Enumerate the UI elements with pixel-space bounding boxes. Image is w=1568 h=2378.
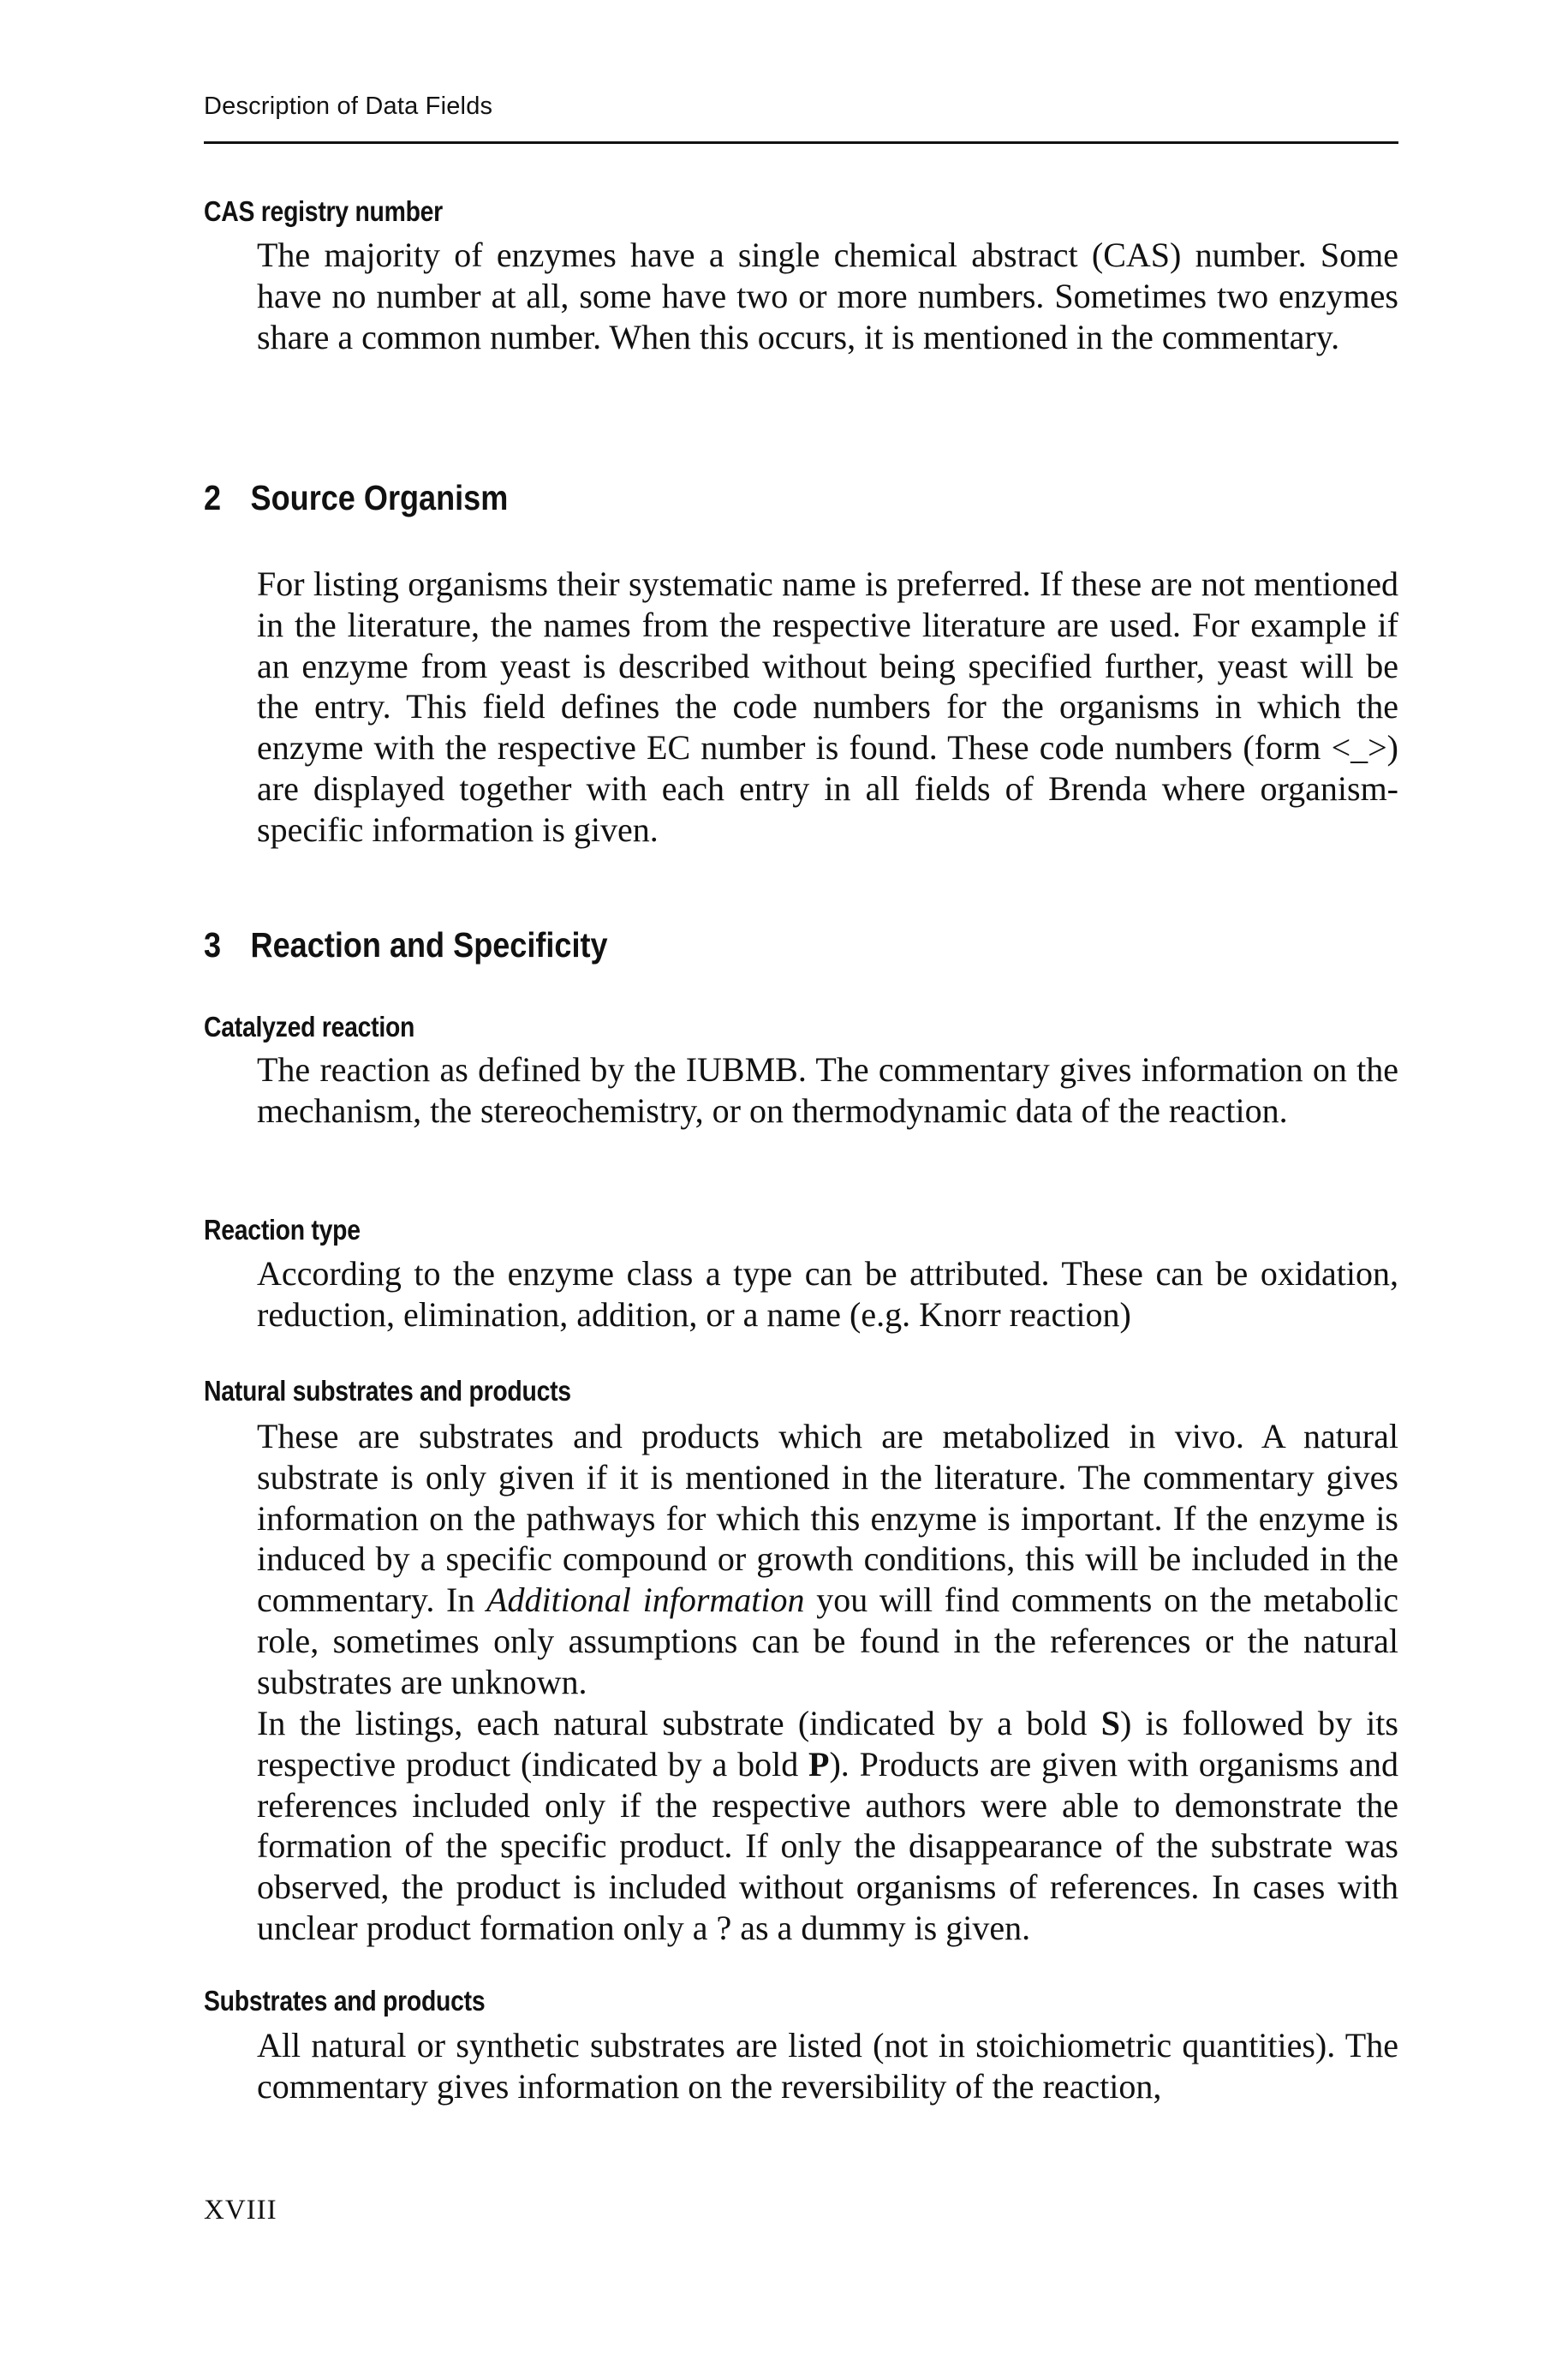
italic-term: Additional information bbox=[486, 1580, 805, 1620]
catalyzed-reaction-heading: Catalyzed reaction bbox=[204, 1011, 415, 1043]
text-run: ) is followed by its respective product (indicated by a bold bbox=[257, 1704, 1398, 1784]
substrates-products-text: All natural or synthetic substrates are listed (not in stoichiometric quantities). The commentary gives information on the reversibility of the reaction, bbox=[257, 2026, 1398, 2106]
text-run: In the listings, each natural substrate (indicated by a bold bbox=[257, 1704, 1101, 1742]
source-organism-heading bbox=[204, 478, 508, 518]
catalyzed-reaction-text: The reaction as defined by the IUBMB. The commentary gives information on the mechanism, the stereochemistry, or on thermodynamic data of the reaction. bbox=[257, 1050, 1398, 1130]
section-number: 2 bbox=[204, 478, 222, 517]
reaction-type-text: According to the enzyme class a type can be attributed. These can be oxidation, reduction, elimination, addition, or a name (e.g. Knorr reaction) bbox=[257, 1254, 1398, 1334]
natural-substrates-heading: Natural substrates and products bbox=[204, 1375, 571, 1407]
natural-substrates-listing-text bbox=[257, 1703, 1398, 1949]
reaction-type-heading: Reaction type bbox=[204, 1214, 361, 1246]
reaction-specificity-heading bbox=[204, 925, 608, 965]
section-number: 3 bbox=[204, 925, 222, 965]
section-title: Reaction and Specificity bbox=[250, 925, 608, 965]
text-run: you will find comments on the metabolic role, sometimes only assumptions can be found in the references or the natural substrates are unknown. bbox=[257, 1580, 1398, 1701]
substrates-products-heading: Substrates and products bbox=[204, 1985, 486, 2017]
cas-registry-text: The majority of enzymes have a single chemical abstract (CAS) number. Some have no number at all, some have two or more numbers. Sometimes two enzymes share a common number. When this occurs, it is mentioned in the commentary. bbox=[257, 236, 1398, 356]
running-head: Description of Data Fields bbox=[204, 93, 493, 120]
cas-registry-heading: CAS registry number bbox=[204, 195, 443, 227]
text-run: ). Products are given with organisms and references included only if the respective authors were able to demonstrate the formation of the specific product. If only the disappearance of the substrate was observed, the product is included without organisms of references. In cases with unclear product formation only a ? as a dummy is given. bbox=[257, 1744, 1399, 1947]
bold-substrate-marker: S bbox=[1100, 1704, 1120, 1742]
bold-product-marker: P bbox=[808, 1744, 830, 1784]
text-run: These are substrates and products which are metabolized in vivo. A natural substrate is only given if it is mentioned in the literature. The commentary gives information on the pathways for which this enzyme is important. If the enzyme is induced by a specific compound or growth conditions, this will be included in the commentary. In bbox=[257, 1417, 1398, 1620]
section-title: Source Organism bbox=[250, 478, 509, 517]
header-rule bbox=[204, 141, 1398, 144]
source-organism-text: For listing organisms their systematic name is preferred. If these are not mentioned in the literature, the names from the respective literature are used. For example if an enzyme from yeast is described without being specified further, yeast will be the entry. This field defines the code numbers for the organisms in which the enzyme with the respective EC number is found. These code numbers (form <_>) are displayed together with each entry in all fields of Brenda where organism-specific information is given. bbox=[257, 565, 1398, 849]
page-number: XVIII bbox=[204, 2195, 277, 2226]
natural-substrates-text bbox=[257, 1416, 1398, 1703]
